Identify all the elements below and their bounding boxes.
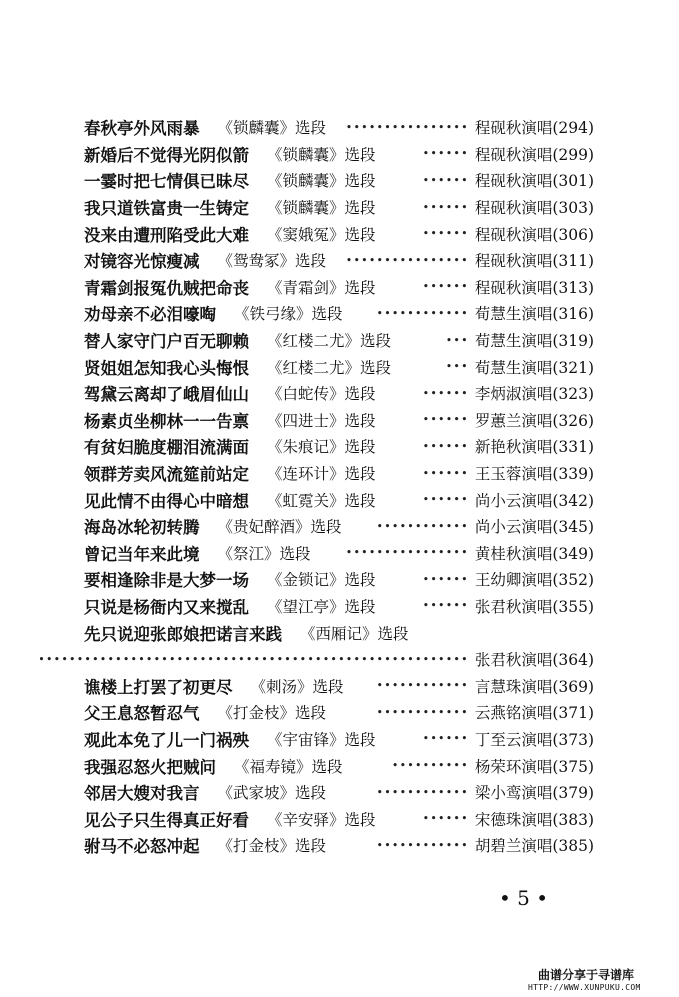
performer-page: 荀慧生演唱(316) [474,305,594,324]
leader-dots: •••••• [422,812,469,826]
lyric-title: 谯楼上打罢了初更尽 [84,677,233,697]
opera-excerpt: 《虹霓关》选段 [267,491,376,510]
performer-page: 程砚秋演唱(306) [474,225,594,244]
leader-dots: ••• [445,333,469,347]
lyric-title: 没来由遭刑陷受此大难 [84,225,249,245]
toc-entry [84,327,594,354]
watermark-site-name: 曲谱分享于寻谱库 [538,968,635,982]
toc-entry [84,752,594,779]
leader-dots: •••••••••••••••••••••••••••••••••••••••••••••••••••••••• [38,652,469,666]
toc-entry [84,220,594,247]
performer-page: 罗蕙兰演唱(326) [474,411,594,430]
toc-entry [84,380,594,407]
watermark-url: HTTP://WWW.XUNPUKU.COM [528,983,641,992]
leader-dots: •••••• [422,280,469,294]
toc-entry [84,593,594,620]
leader-dots: ••• [445,360,469,374]
performer-page: 李炳淑演唱(323) [474,385,594,404]
leader-dots: •••••••••••• [376,785,469,799]
opera-excerpt: 《窦娥冤》选段 [267,225,376,244]
lyric-title: 邻居大嫂对我言 [84,784,200,804]
lyric-title: 对镜容光惊瘦减 [84,252,200,272]
toc-entry [84,167,594,194]
leader-dots: •••••• [422,413,469,427]
lyric-title: 驾黛云离却了峨眉仙山 [84,385,249,405]
opera-excerpt: 《白蛇传》选段 [267,385,376,404]
leader-dots: •••••••••••• [376,679,469,693]
opera-excerpt: 《打金枝》选段 [217,704,327,723]
opera-excerpt: 《宇宙锋》选段 [267,730,376,749]
toc-entry [84,540,594,567]
lyric-title: 海岛冰轮初转腾 [84,518,200,538]
toc-entry [84,486,594,513]
leader-dots: •••••• [422,466,469,480]
opera-excerpt: 《福寿镜》选段 [234,757,343,776]
leader-dots: •••••• [422,572,469,586]
leader-dots: •••••••••••••••• [345,120,469,134]
opera-excerpt: 《青霜剑》选段 [267,278,376,297]
opera-excerpt: 《锁麟囊》选段 [267,172,376,191]
opera-excerpt: 《铁弓缘》选段 [234,305,343,324]
lyric-title: 父王息怒暂忍气 [84,704,200,724]
toc-entry [84,407,594,434]
toc-entry [84,114,594,141]
lyric-title: 先只说迎张郎娘把诺言来践 [84,624,282,644]
toc-entry [84,460,594,487]
performer-page: 尚小云演唱(342) [474,491,594,510]
toc-entry [84,513,594,540]
lyric-title: 观此本免了儿一门祸殃 [84,730,249,750]
opera-excerpt: 《锁麟囊》选段 [267,199,376,218]
opera-excerpt: 《金锁记》选段 [267,571,376,590]
toc-entry [84,300,594,327]
table-of-contents [38,114,594,859]
toc-entry [84,353,594,380]
toc-entry [84,194,594,221]
performer-page: 言慧珠演唱(369) [474,677,594,696]
leader-dots: •••••• [422,173,469,187]
opera-excerpt: 《红楼二尤》选段 [267,332,392,351]
performer-page: 程砚秋演唱(311) [474,252,594,271]
performer-page: 张君秋演唱(364) [474,651,594,670]
leader-dots: •••••••••••• [376,705,469,719]
leader-dots: •••••••••••• [376,838,469,852]
performer-page: 程砚秋演唱(294) [474,119,594,138]
lyric-title: 要相逢除非是大梦一场 [84,571,249,591]
performer-page: 梁小鸾演唱(379) [474,784,594,803]
leader-dots: •••••• [422,147,469,161]
leader-dots: •••••• [422,386,469,400]
performer-page: 丁至云演唱(373) [474,730,594,749]
performer-page: 程砚秋演唱(301) [474,172,594,191]
lyric-title: 我只道铁富贵一生铸定 [84,199,249,219]
leader-dots: •••••••••••• [376,519,469,533]
lyric-title: 春秋亭外风雨暴 [84,119,200,139]
leader-dots: •••••• [422,732,469,746]
lyric-title: 曾记当年来此境 [84,544,200,564]
performer-page: 张君秋演唱(355) [474,597,594,616]
toc-entry [84,726,594,753]
toc-entry [84,433,594,460]
lyric-title: 我强忍怒火把贼问 [84,757,216,777]
opera-excerpt: 《连环计》选段 [267,465,376,484]
toc-entry [84,779,594,806]
opera-excerpt: 《祭江》选段 [217,544,311,563]
opera-excerpt: 《锁麟囊》选段 [217,119,327,138]
leader-dots: •••••• [422,227,469,241]
performer-page: 宋德珠演唱(383) [474,810,594,829]
performer-page: 胡碧兰演唱(385) [474,837,594,856]
leader-dots: •••••••••••••••• [345,253,469,267]
leader-dots: •••••• [422,493,469,507]
performer-page: 程砚秋演唱(303) [474,199,594,218]
performer-page: 云燕铭演唱(371) [474,704,594,723]
toc-entry [84,141,594,168]
opera-excerpt: 《红楼二尤》选段 [267,358,392,377]
opera-excerpt: 《鸳鸯冢》选段 [217,252,327,271]
lyric-title: 青霜剑报冤仇贼把命丧 [84,278,249,298]
toc-entry [84,619,594,646]
lyric-title: 劝母亲不必泪嚎啕 [84,305,216,325]
lyric-title: 替人家守门户百无聊赖 [84,332,249,352]
toc-entry [84,805,594,832]
lyric-title: 驸马不必怒冲起 [84,837,200,857]
toc-entry [84,832,594,859]
toc-entry [84,274,594,301]
lyric-title: 新婚后不觉得光阴似箭 [84,145,249,165]
leader-dots: •••••••••• [391,759,469,773]
leader-dots: •••••••••••• [376,306,469,320]
performer-page: 杨荣环演唱(375) [474,757,594,776]
performer-page: 荀慧生演唱(319) [474,332,594,351]
toc-entry [84,566,594,593]
opera-excerpt: 《贵妃醉酒》选段 [217,518,342,537]
page-number: • 5 • [499,886,549,910]
opera-excerpt: 《武家坡》选段 [217,784,327,803]
toc-entry [38,646,594,673]
lyric-title: 杨素贞坐柳林一一告禀 [84,411,249,431]
opera-excerpt: 《锁麟囊》选段 [267,145,376,164]
lyric-title: 有贫妇脆度棚泪流满面 [84,438,249,458]
performer-page: 荀慧生演唱(321) [474,358,594,377]
opera-excerpt: 《朱痕记》选段 [267,438,376,457]
leader-dots: •••••• [422,200,469,214]
performer-page: 黄桂秋演唱(349) [474,544,594,563]
performer-page: 新艳秋演唱(331) [474,438,594,457]
lyric-title: 见此情不由得心中暗想 [84,491,249,511]
leader-dots: •••••• [422,439,469,453]
lyric-title: 领群芳卖风流筵前站定 [84,465,249,485]
opera-excerpt: 《刺汤》选段 [250,677,344,696]
performer-page: 王幼卿演唱(352) [474,571,594,590]
lyric-title: 见公子只生得真正好看 [84,810,249,830]
toc-entry [84,247,594,274]
lyric-title: 只说是杨衙内又来搅乱 [84,597,249,617]
leader-dots: •••••• [422,599,469,613]
lyric-title: 贤姐姐怎知我心头悔恨 [84,358,249,378]
toc-entry [84,672,594,699]
lyric-title: 一霎时把七情俱已昧尽 [84,172,249,192]
performer-page: 程砚秋演唱(299) [474,145,594,164]
opera-excerpt: 《西厢记》选段 [300,624,409,643]
opera-excerpt: 《打金枝》选段 [217,837,327,856]
opera-excerpt: 《四进士》选段 [267,411,376,430]
performer-page: 王玉蓉演唱(339) [474,465,594,484]
opera-excerpt: 《望江亭》选段 [267,597,376,616]
toc-entry [84,699,594,726]
performer-page: 程砚秋演唱(313) [474,278,594,297]
opera-excerpt: 《辛安驿》选段 [267,810,376,829]
leader-dots: •••••••••••••••• [345,546,469,560]
performer-page: 尚小云演唱(345) [474,518,594,537]
